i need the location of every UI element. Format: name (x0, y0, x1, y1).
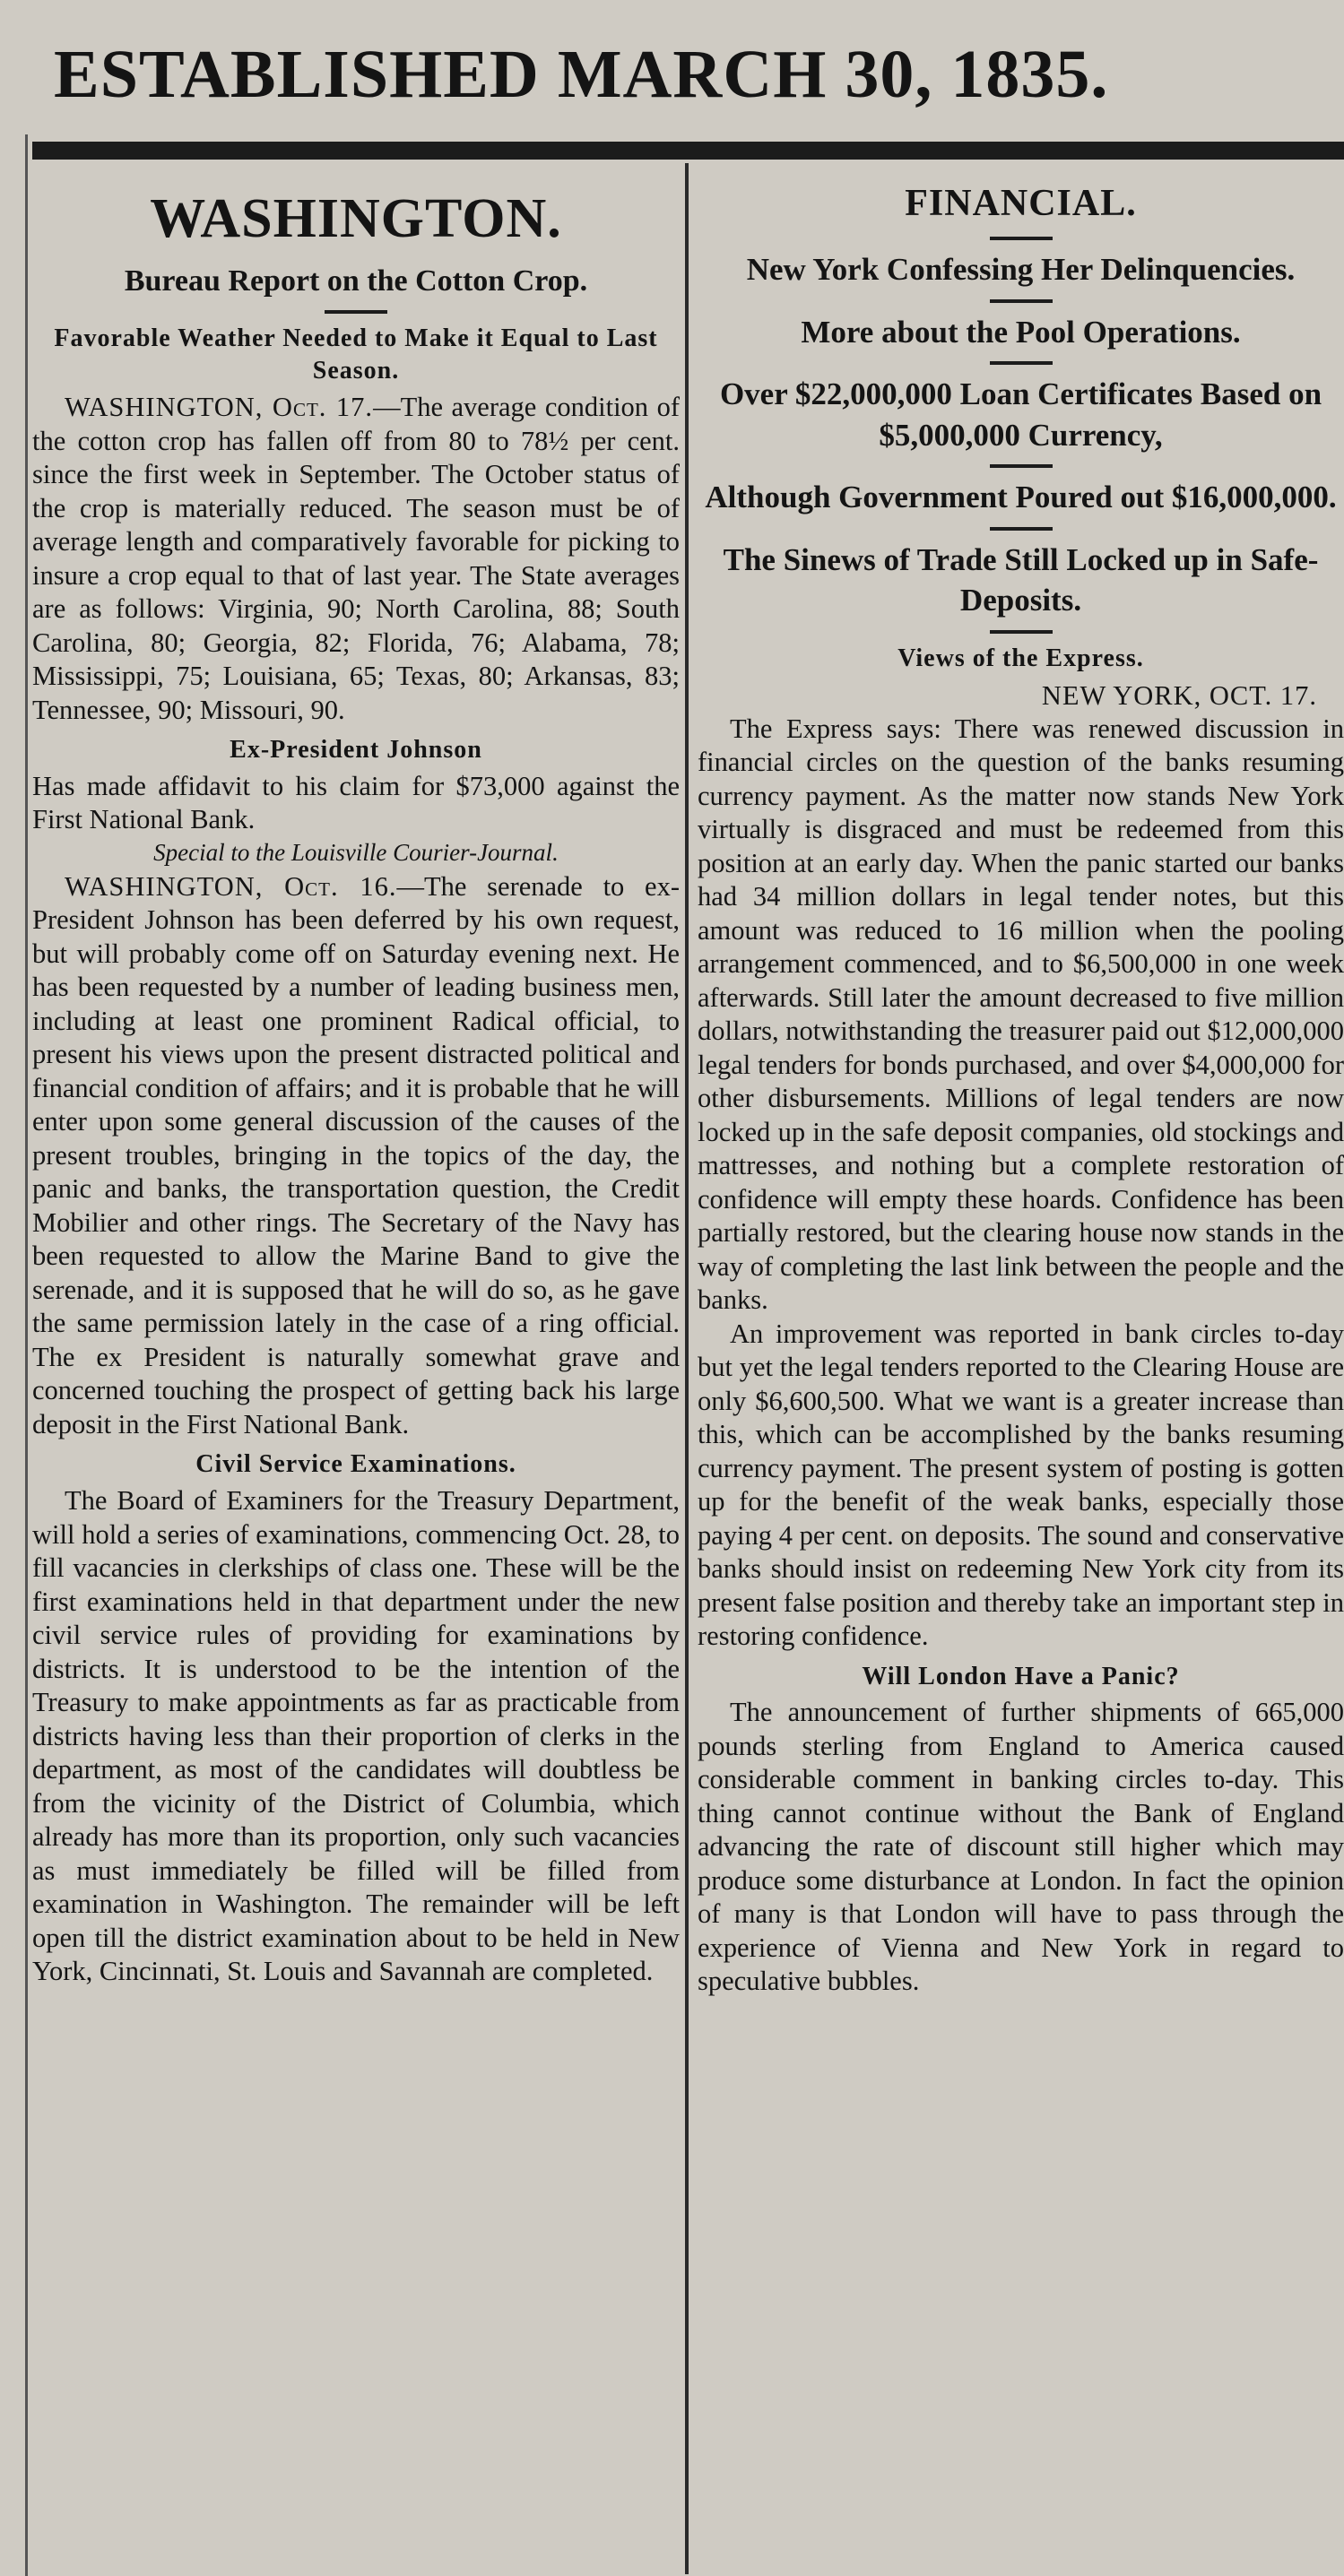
cotton-deck: Favorable Weather Needed to Make it Equal to Last Season. (54, 324, 658, 385)
civil-service-body: The Board of Examiners for the Treasury Department, will hold a series of examinations, commencing Oct. 28, to fill vacancies in clerkships of class one. These will be the first examinations held in that department under the new civil service rules of providing for examinations by districts. It is understood to be the intention of the Treasury to make appointments as far as practicable from districts having less than their proportion of clerks in the department, as most of the candidates will doubtless be from the vicinity of the District of Columbia, which already has more than its proportion, only such vacancies as must immediately be filled will be filled from examination in Washington. The remainder will be left open till the district examination about to be held in New York, Cincinnati, St. Louis and Savannah are completed. (32, 1485, 680, 1987)
section-dash (990, 361, 1053, 365)
express-heading: Views of the Express. (897, 644, 1144, 672)
financial-deck-1: New York Confessing Her Delinquencies. (746, 252, 1296, 288)
london-body: The announcement of further shipments of 665,000 pounds sterling from England to America caused considerable comment in banking circles to-day. This thing cannot continue without the Bank of England advancing the rate of discount still higher which may produce some disturbance at London. In fact the opinion of many is that London will have to pass through the experience of Vienna and New York in regard to speculative bubbles. (698, 1697, 1344, 1997)
johnson-heading: Ex-President Johnson (230, 736, 482, 765)
washington-column (32, 179, 680, 1989)
cotton-body: —The average condition of the cotton crop has fallen off from 80 to 78½ per cent. since the first week in September. The October status of the crop is materially reduced. The season must be of average length and comparatively favorable for picking to insure a crop equal to that of last year. The State averages are as follows: Virginia, 90; North Carolina, 88; South Carolina, 80; Georgia, 82; Florida, 76; Alabama, 78; Mississippi, 75; Louisiana, 65; Texas, 80; Arkansas, 83; Tennessee, 90; Missouri, 90. (32, 392, 680, 725)
cotton-dateline: WASHINGTON, Oct. 17. (65, 392, 374, 423)
column-divider (685, 163, 689, 2574)
johnson-lead: Has made affidavit to his claim for $73,000 against the First National Bank. (32, 770, 680, 835)
express-dateline: NEW YORK, OCT. 17. (1041, 679, 1317, 711)
masthead: ESTABLISHED MARCH 30, 1835. (54, 37, 1109, 112)
financial-column (698, 179, 1344, 1999)
express-body-1: The Express says: There was renewed discussion in financial circles on the question of the banks resuming currency payment. As the matter now stands New York virtually is disgraced and must be redeemed from this position at an early day. When the panic started our banks had 34 million dollars in legal tender notes, but this amount was reduced to 16 million when the pooling arrangement commenced, and to $6,500,000 in one week afterwards. Still later the amount decreased to five million dollars, notwithstanding the treasurer paid out $12,000,000 legal tenders for bonds purchased, and over $4,000,000 for other disbursements. Millions of legal tenders are now locked up in the safe deposit companies, old stockings and mattresses, and nothing but a complete restoration of confidence will empty these hoards. Confidence has been partially restored, but the clearing house now stands in the way of completing the last link between the people and the banks. (698, 713, 1344, 1316)
johnson-body: —The serenade to ex-President Johnson has been deferred by his own request, but will probably come off on Saturday evening next. He has been requested by a number of leading business men, including at least one prominent Radical official, to present his views upon the present distracted political and financial condition of affairs; and it is probable that he will enter upon some general discussion of the causes of the present troubles, bringing in the topics of the day, the panic and banks, the transportation question, the Credit Mobilier and other rings. The Secretary of the Navy has been requested to allow the Marine Band to give the serenade, and it is supposed that he will do so, as he gave the same permission lately in the case of a ring official. The ex President is naturally somewhat grave and concerned touching the prospect of getting back his large deposit in the First National Bank. (32, 870, 680, 1439)
financial-heading: FINANCIAL. (905, 183, 1137, 224)
washington-heading: WASHINGTON. (150, 188, 562, 249)
section-dash (990, 299, 1053, 303)
section-dash (990, 527, 1053, 531)
section-dash (990, 464, 1053, 468)
section-dash (990, 630, 1053, 634)
financial-deck-3: Over $22,000,000 Loan Certificates Based on $5,000,000 Currency, (719, 376, 1322, 453)
section-dash (325, 310, 387, 314)
financial-deck-5: The Sinews of Trade Still Locked up in Safe-Deposits. (723, 541, 1319, 618)
masthead-rule (32, 142, 1344, 160)
financial-deck-2: More about the Pool Operations. (801, 314, 1241, 350)
johnson-article (32, 870, 680, 1442)
express-body-2: An improvement was reported in bank circles to-day but yet the legal tenders reported to the Clearing House are only $6,600,500. What we want is a greater increase than this, which can be accomplished by the banks resuming currency payment. The present system of posting is gotten up for the benefit of the weak banks, especially those paying 4 per cent. on deposits. The sound and conservative banks should insist on redeeming New York city from its present false position and thereby take an important step in restoring confidence. (698, 1318, 1344, 1652)
johnson-special-credit: Special to the Louisville Courier-Journal. (153, 838, 559, 866)
page-edge-rule (25, 134, 28, 2576)
johnson-dateline: WASHINGTON, Oct. 16. (65, 870, 397, 902)
section-dash (990, 237, 1053, 240)
cotton-article (32, 391, 680, 727)
cotton-crop-subheading: Bureau Report on the Cotton Crop. (124, 264, 588, 298)
london-heading: Will London Have a Panic? (862, 1662, 1180, 1690)
civil-service-heading: Civil Service Examinations. (195, 1450, 516, 1479)
financial-deck-4: Although Government Poured out $16,000,000. (705, 480, 1337, 515)
